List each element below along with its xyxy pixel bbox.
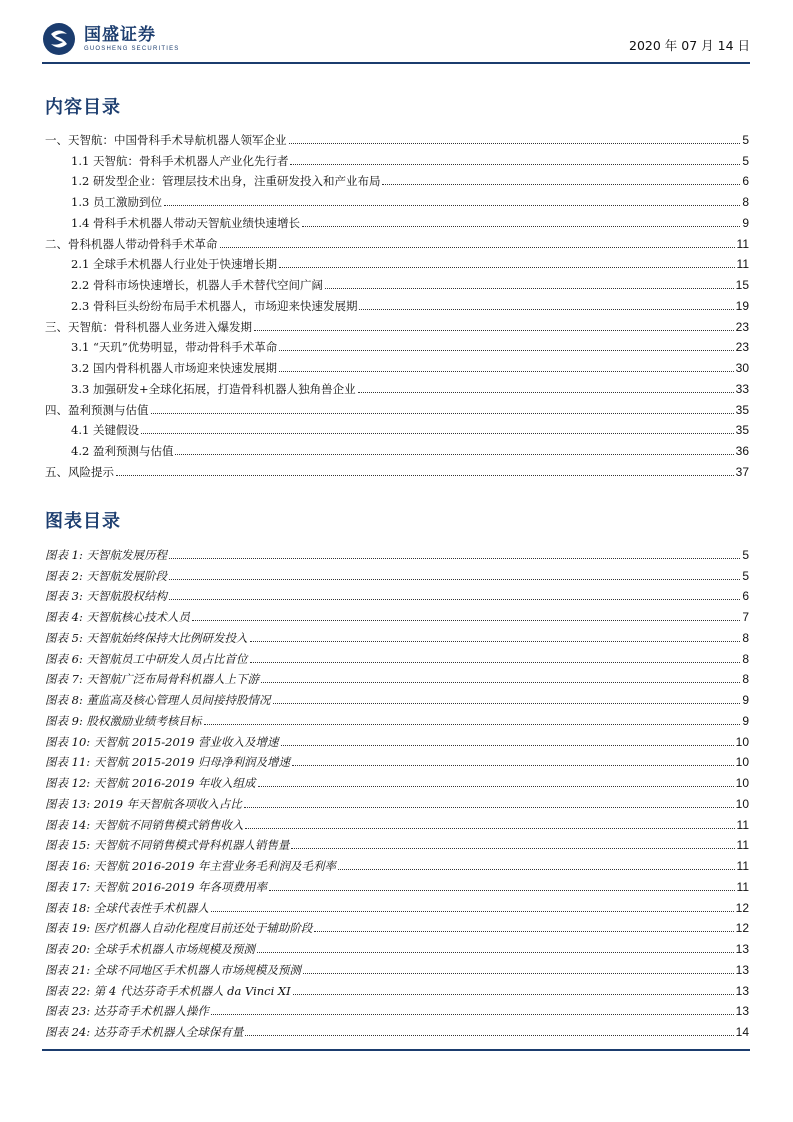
figure-entry[interactable] xyxy=(45,686,749,707)
footer-divider xyxy=(42,1049,750,1051)
dot-leader xyxy=(293,994,734,995)
toc-entry[interactable] xyxy=(45,292,749,313)
figure-entry-page: 13 xyxy=(735,983,749,998)
figure-entry-page: 13 xyxy=(735,962,749,977)
toc-entry-page: 19 xyxy=(735,298,749,313)
figure-entry-label: 图表 21: 全球不同地区手术机器人市场规模及预测 xyxy=(45,962,301,977)
toc-entry-page: 30 xyxy=(735,361,749,375)
dot-leader xyxy=(164,205,740,206)
figure-entry[interactable] xyxy=(45,728,749,749)
toc-entry-label: 4.2 盈利预测与估值 xyxy=(71,444,174,458)
dot-leader xyxy=(302,226,740,227)
figure-entry-page: 10 xyxy=(735,776,749,790)
toc-entry-page: 5 xyxy=(742,153,749,168)
figure-entry-page: 8 xyxy=(742,672,749,687)
figure-entry-label: 图表 9: 股权激励业绩考核目标 xyxy=(45,713,202,728)
header-divider xyxy=(42,62,750,64)
toc-entry-page: 35 xyxy=(735,423,749,438)
dot-leader xyxy=(291,848,734,849)
dot-leader xyxy=(303,973,734,974)
page-header xyxy=(42,22,750,60)
figure-entry[interactable] xyxy=(45,1018,749,1039)
figure-entry[interactable] xyxy=(45,541,749,562)
dot-leader xyxy=(338,869,734,870)
figure-entry-label: 图表 6: 天智航员工中研发人员占比首位 xyxy=(45,651,248,666)
figure-entry-page: 11 xyxy=(736,879,749,894)
figure-entry-label: 图表 17: 天智航 2016-2019 年各项费用率 xyxy=(45,879,268,894)
figure-entry-page: 5 xyxy=(742,547,749,562)
toc-entry[interactable] xyxy=(45,168,749,189)
toc-entry-label: 1.4 骨科手术机器人带动天智航业绩快速增长 xyxy=(71,215,300,230)
toc-entry-page: 23 xyxy=(735,340,749,355)
toc-entry-label: 3.3 加强研发+全球化拓展，打造骨科机器人独角兽企业 xyxy=(71,381,356,396)
toc-entry-page: 9 xyxy=(742,215,749,230)
figure-entry[interactable] xyxy=(45,769,749,790)
dot-leader xyxy=(169,579,740,580)
dot-leader xyxy=(325,288,734,289)
figure-entry-label: 图表 20: 全球手术机器人市场规模及预测 xyxy=(45,942,255,956)
figure-entry[interactable] xyxy=(45,894,749,915)
toc-entry-label: 1.3 员工激励到位 xyxy=(71,195,162,209)
dot-leader xyxy=(257,952,734,953)
figure-entry-label: 图表 8: 董监高及核心管理人员间接持股情况 xyxy=(45,693,271,707)
figure-entry-page: 9 xyxy=(742,693,749,707)
dot-leader xyxy=(382,184,740,185)
dot-leader xyxy=(279,371,734,372)
toc-entry-page: 37 xyxy=(735,464,749,479)
figure-entry-label: 图表 10: 天智航 2015-2019 营业收入及增速 xyxy=(45,734,279,749)
toc-entry-page: 35 xyxy=(735,402,749,417)
toc-entry[interactable] xyxy=(45,417,749,438)
toc-entry-page: 11 xyxy=(736,257,749,272)
toc-entry[interactable] xyxy=(45,188,749,209)
dot-leader xyxy=(258,786,734,787)
figure-entry-label: 图表 23: 达芬奇手术机器人操作 xyxy=(45,1004,209,1019)
toc-entry-label: 1.1 天智航：骨科手术机器人产业化先行者 xyxy=(71,153,289,168)
dot-leader xyxy=(289,143,741,144)
toc-entry-label: 四、盈利预测与估值 xyxy=(45,402,149,417)
toc-entry-page: 5 xyxy=(742,132,749,147)
dot-leader xyxy=(250,662,741,663)
toc-entry-page: 6 xyxy=(742,174,749,189)
dot-leader xyxy=(279,350,733,351)
figure-entry-page: 13 xyxy=(735,1004,749,1019)
figure-entry[interactable] xyxy=(45,707,749,728)
figure-entry-label: 图表 13: 2019 年天智航各项收入占比 xyxy=(45,796,242,811)
figure-entry[interactable] xyxy=(45,666,749,687)
toc-entry[interactable] xyxy=(45,271,749,292)
toc-entry-label: 3.2 国内骨科机器人市场迎来快速发展期 xyxy=(71,361,277,375)
brand-logo xyxy=(42,22,179,56)
dot-leader xyxy=(359,309,733,310)
figure-entry-label: 图表 4: 天智航核心技术人员 xyxy=(45,610,191,624)
figure-entry-page: 11 xyxy=(736,859,749,873)
brand-name-en: GUOSHENG SECURITIES xyxy=(84,46,180,52)
dot-leader xyxy=(192,620,740,621)
dot-leader xyxy=(141,433,734,434)
toc-entry[interactable] xyxy=(45,437,749,458)
dot-leader xyxy=(358,392,734,393)
figure-entry[interactable] xyxy=(45,935,749,956)
figure-entry-label: 图表 15: 天智航不同销售模式骨科机器人销售量 xyxy=(45,838,290,853)
toc-entry[interactable] xyxy=(45,230,749,251)
toc-entry-label: 4.1 关键假设 xyxy=(71,423,139,438)
figure-entry-label: 图表 14: 天智航不同销售模式销售收入 xyxy=(45,817,244,832)
figure-entry-page: 13 xyxy=(735,942,749,956)
toc-entry-label: 2.2 骨科市场快速增长，机器人手术替代空间广阔 xyxy=(71,278,323,292)
figure-entry-page: 11 xyxy=(736,838,749,853)
figure-entry[interactable] xyxy=(45,645,749,666)
figure-entry[interactable] xyxy=(45,603,749,624)
toc-list xyxy=(45,126,749,479)
figure-entry-page: 6 xyxy=(742,589,749,604)
figure-entry-label: 图表 7: 天智航广泛布局骨科机器人上下游 xyxy=(45,672,260,687)
figure-entry-page: 14 xyxy=(735,1025,749,1039)
dot-leader xyxy=(169,558,740,559)
guosheng-logo-icon xyxy=(42,22,76,56)
dot-leader xyxy=(211,911,734,912)
toc-entry-page: 15 xyxy=(735,278,749,292)
toc-entry[interactable] xyxy=(45,147,749,168)
dot-leader xyxy=(245,828,734,829)
dot-leader xyxy=(279,267,735,268)
figure-entry-label: 图表 11: 天智航 2015-2019 归母净利润及增速 xyxy=(45,755,291,770)
toc-entry[interactable] xyxy=(45,458,749,479)
dot-leader xyxy=(220,247,735,248)
toc-entry-label: 二、骨科机器人带动骨科手术革命 xyxy=(45,236,218,251)
figure-entry-page: 10 xyxy=(735,796,749,811)
figure-entry-page: 7 xyxy=(742,610,749,624)
figure-entry-page: 12 xyxy=(735,900,749,915)
toc-entry[interactable] xyxy=(45,396,749,417)
toc-entry[interactable] xyxy=(45,251,749,272)
toc-entry-label: 2.3 骨科巨头纷纷布局手术机器人，市场迎来快速发展期 xyxy=(71,298,358,313)
dot-leader xyxy=(151,413,734,414)
toc-entry-label: 三、天智航：骨科机器人业务进入爆发期 xyxy=(45,319,252,334)
dot-leader xyxy=(292,765,734,766)
dot-leader xyxy=(254,330,734,331)
dot-leader xyxy=(116,475,734,476)
dot-leader xyxy=(250,641,741,642)
toc-entry-page: 23 xyxy=(735,319,749,334)
figure-entry[interactable] xyxy=(45,562,749,583)
figure-entry-label: 图表 2: 天智航发展阶段 xyxy=(45,568,168,583)
figure-entry-label: 图表 16: 天智航 2016-2019 年主营业务毛利润及毛利率 xyxy=(45,859,337,873)
figure-entry-label: 图表 1: 天智航发展历程 xyxy=(45,547,168,562)
figure-entry[interactable] xyxy=(45,790,749,811)
dot-leader xyxy=(314,931,733,932)
figure-entry[interactable] xyxy=(45,583,749,604)
figure-entry-label: 图表 24: 达芬奇手术机器人全球保有量 xyxy=(45,1025,244,1039)
toc-entry[interactable] xyxy=(45,334,749,355)
figure-entry-page: 5 xyxy=(742,568,749,583)
figure-entry-page: 8 xyxy=(742,630,749,645)
figure-entry-label: 图表 3: 天智航股权结构 xyxy=(45,589,168,604)
toc-entry[interactable] xyxy=(45,126,749,147)
figure-entry[interactable] xyxy=(45,977,749,998)
figure-entry[interactable] xyxy=(45,749,749,770)
figure-entry[interactable] xyxy=(45,915,749,936)
figure-entry[interactable] xyxy=(45,998,749,1019)
dot-leader xyxy=(175,454,733,455)
figure-entry-page: 10 xyxy=(735,755,749,770)
dot-leader xyxy=(169,599,740,600)
dot-leader xyxy=(244,807,734,808)
toc-entry-label: 一、天智航：中国骨科手术导航机器人领军企业 xyxy=(45,132,287,147)
dot-leader xyxy=(261,682,740,683)
toc-entry-page: 36 xyxy=(735,444,749,458)
figure-entry-label: 图表 12: 天智航 2016-2019 年收入组成 xyxy=(45,776,256,790)
figure-entry[interactable] xyxy=(45,624,749,645)
toc-entry-page: 33 xyxy=(735,381,749,396)
toc-entry-label: 2.1 全球手术机器人行业处于快速增长期 xyxy=(71,257,277,272)
figure-entry-page: 11 xyxy=(736,817,749,832)
dot-leader xyxy=(273,703,741,704)
figure-entry-label: 图表 18: 全球代表性手术机器人 xyxy=(45,900,209,915)
figure-entry-label: 图表 19: 医疗机器人自动化程度目前还处于辅助阶段 xyxy=(45,921,313,936)
figure-entry[interactable] xyxy=(45,956,749,977)
figure-entry[interactable] xyxy=(45,811,749,832)
toc-heading: 内容目录 xyxy=(45,97,121,118)
toc-entry-label: 3.1 “天玑”优势明显，带动骨科手术革命 xyxy=(71,340,278,355)
figure-entry[interactable] xyxy=(45,873,749,894)
figure-entry-page: 8 xyxy=(742,651,749,666)
dot-leader xyxy=(290,164,740,165)
toc-entry[interactable] xyxy=(45,354,749,375)
figure-entry-label: 图表 22: 第 4 代达芬奇手术机器人 da Vinci XI xyxy=(45,983,291,998)
dot-leader xyxy=(245,1035,733,1036)
dot-leader xyxy=(204,724,741,725)
toc-entry-label: 1.2 研发型企业：管理层技术出身，注重研发投入和产业布局 xyxy=(71,174,381,189)
figures-heading: 图表目录 xyxy=(45,511,121,532)
figures-list xyxy=(45,541,749,1039)
dot-leader xyxy=(211,1014,734,1015)
toc-entry-page: 11 xyxy=(736,236,749,251)
dot-leader xyxy=(281,745,734,746)
toc-entry-page: 8 xyxy=(742,195,749,209)
figure-entry[interactable] xyxy=(45,832,749,853)
report-date: 2020 年 07 月 14 日 xyxy=(629,38,750,53)
figure-entry-label: 图表 5: 天智航始终保持大比例研发投入 xyxy=(45,630,248,645)
figure-entry[interactable] xyxy=(45,852,749,873)
figure-entry-page: 10 xyxy=(735,734,749,749)
figure-entry-page: 12 xyxy=(735,921,749,936)
toc-entry[interactable] xyxy=(45,209,749,230)
figure-entry-page: 9 xyxy=(742,713,749,728)
toc-entry-label: 五、风险提示 xyxy=(45,464,114,479)
toc-entry[interactable] xyxy=(45,375,749,396)
dot-leader xyxy=(269,890,734,891)
toc-entry[interactable] xyxy=(45,313,749,334)
brand-name-cn: 国盛证券 xyxy=(84,25,156,45)
